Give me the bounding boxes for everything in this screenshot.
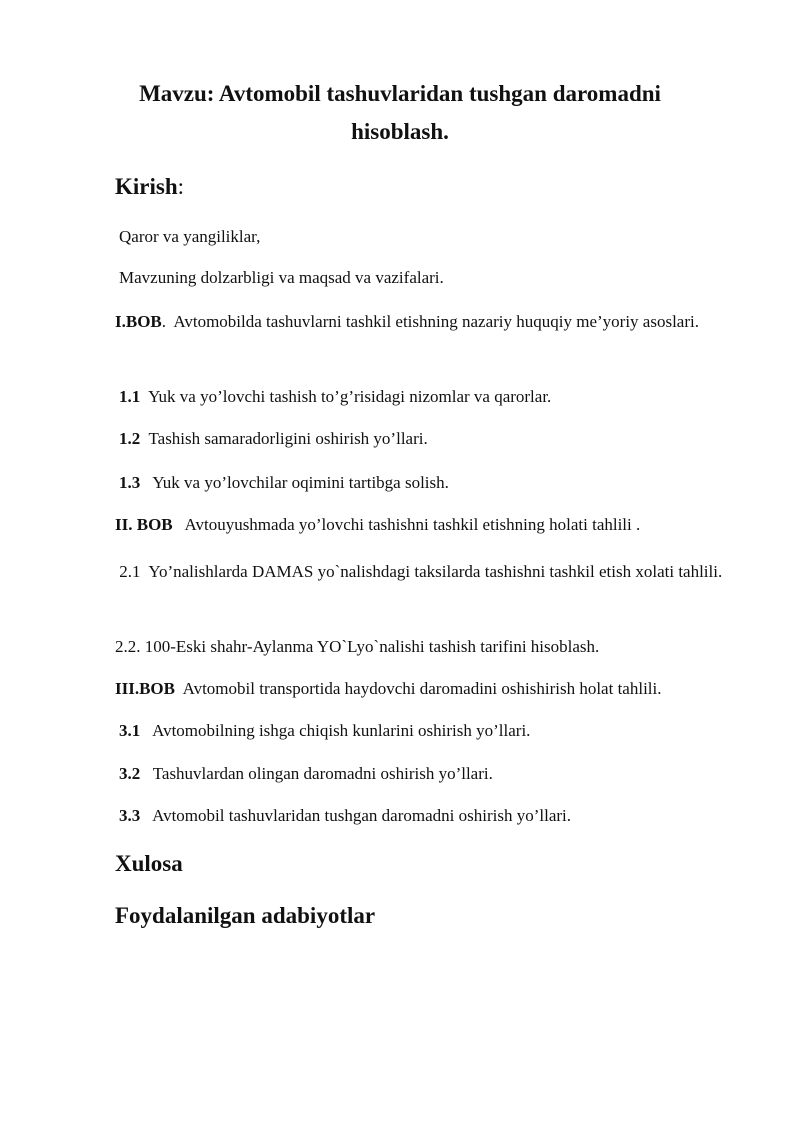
chapter1-number: I.BOB. (115, 312, 167, 331)
section-3-2 (119, 764, 493, 784)
section-text: Tashish samaradorligini oshirish yo’llari. (148, 429, 428, 448)
chapter1-heading (115, 307, 742, 336)
section-number: 3.2 (119, 764, 141, 783)
intro-item-2: Mavzuning dolzarbligi va maqsad va vazifalari. (119, 268, 444, 287)
chapter2-number: II. BOB (115, 515, 173, 534)
section-number: 3.3 (119, 806, 141, 825)
section-3-1 (119, 721, 530, 741)
section-number: 1.3 (119, 473, 141, 492)
chapter2-title: Avtouyushmada yo’lovchi tashishni tashkil etishning holati tahlili . (184, 515, 641, 534)
section-text: Tashuvlardan olingan daromadni oshirish yo’llari. (152, 764, 493, 783)
chapter1-title: Avtomobilda tashuvlarni tashkil etishning nazariy huquqiy me’yoriy asoslari. (173, 312, 699, 331)
chapter3-heading (115, 679, 661, 699)
intro-item-1: Qaror va yangiliklar, (119, 227, 261, 246)
section-text: Avtomobilning ishga chiqish kunlarini oshirish yo’llari. (152, 721, 531, 740)
section-3-3 (119, 806, 571, 826)
section-2-1 (115, 557, 742, 586)
section-number: 3.1 (119, 721, 141, 740)
chapter2-heading (115, 515, 640, 535)
chapter3-number: III.BOB (115, 679, 175, 698)
document-title-line1: Mavzu: Avtomobil tashuvlaridan tushgan daromadni (139, 81, 661, 106)
section-number: 2.1 (119, 562, 141, 581)
intro-heading-colon: : (177, 174, 185, 199)
section-2-2: 2.2. 100-Eski shahr-Aylanma YO`Lyo`nalishi tashish tarifini hisoblash. (115, 637, 600, 656)
section-text: Avtomobil tashuvlaridan tushgan daromadni oshirish yo’llari. (152, 806, 572, 825)
section-text: Yuk va yo’lovchi tashish to’g’risidagi nizomlar va qarorlar. (148, 387, 552, 406)
intro-heading (115, 173, 184, 201)
section-number: 1.2 (119, 429, 141, 448)
section-text: Yo’nalishlarda DAMAS yo`nalishdagi taksilarda tashishni tashkil etish xolati tahlili. (148, 562, 723, 581)
section-1-3 (119, 473, 449, 493)
section-1-2 (119, 429, 428, 449)
document-title-line2: hisoblash. (351, 119, 449, 144)
references-heading: Foydalanilgan adabiyotlar (115, 903, 376, 928)
section-text: Yuk va yo’lovchilar oqimini tartibga solish. (152, 473, 449, 492)
chapter3-title: Avtomobil transportida haydovchi daromadini oshishirish holat tahlili. (182, 679, 662, 698)
section-1-1 (119, 387, 551, 407)
intro-heading-text: Kirish (115, 174, 178, 199)
section-number: 1.1 (119, 387, 141, 406)
conclusion-heading: Xulosa (115, 851, 183, 876)
